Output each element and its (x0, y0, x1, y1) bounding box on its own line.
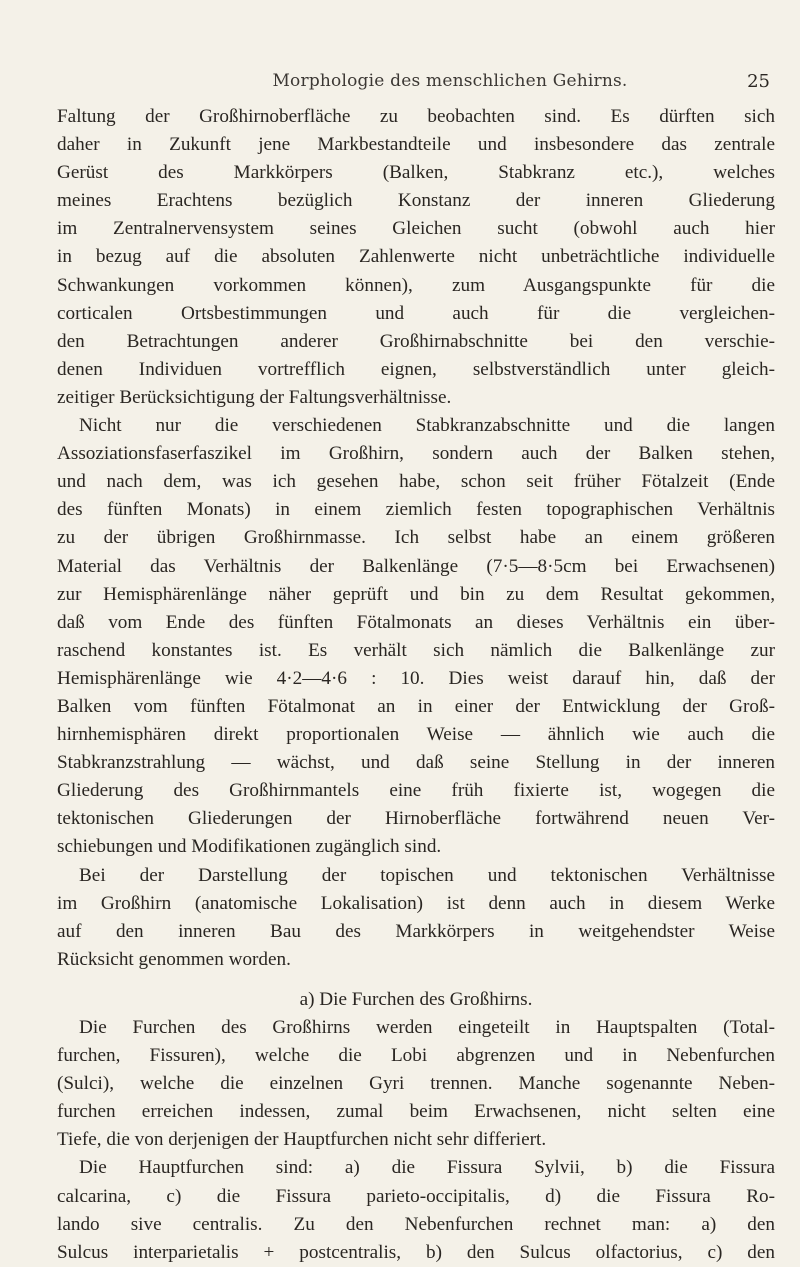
text-line: des fünften Monats) in einem ziemlich festen topographischen Verhältnis (57, 499, 775, 521)
text-line: lando sive centralis. Zu den Nebenfurchen rechnet man: a) den (57, 1213, 775, 1235)
text-line: hirnhemisphären direkt proportionalen Weise — ähnlich wie auch die (57, 724, 775, 746)
text-line: tektonischen Gliederungen der Hirnoberfläche fortwährend neuen Ver- (57, 808, 775, 830)
running-title: Morphologie des menschlichen Gehirns. (272, 71, 628, 91)
text-line: calcarina, c) die Fissura parieto-occipitalis, d) die Fissura Ro- (57, 1185, 775, 1207)
text-line: zur Hemisphärenlänge näher geprüft und bin zu dem Resultat gekommen, (57, 583, 775, 605)
text-line: im Großhirn (anatomische Lokalisation) ist denn auch in diesem Werke (57, 892, 775, 914)
text-line: Material das Verhältnis der Balkenlänge (7·5—8·5cm bei Erwachsenen) (57, 555, 775, 577)
text-line: Nicht nur die verschiedenen Stabkranzabschnitte und die langen (79, 415, 775, 437)
text-line: furchen, Fissuren), welche die Lobi abgrenzen und in Nebenfurchen (57, 1045, 775, 1067)
text-line: Die Hauptfurchen sind: a) die Fissura Sylvii, b) die Fissura (79, 1157, 775, 1179)
text-line: und nach dem, was ich gesehen habe, schon seit früher Fötalzeit (Ende (57, 471, 775, 493)
page-number: 25 (747, 71, 770, 92)
text-line: den Betrachtungen anderer Großhirnabschnitte bei den verschie- (57, 330, 775, 352)
text-line: Faltung der Großhirnoberfläche zu beobachten sind. Es dürften sich (57, 106, 775, 127)
text-line: Hemisphärenlänge wie 4·2—4·6 : 10. Dies weist darauf hin, daß der (57, 667, 775, 689)
text-line: im Zentralnervensystem seines Gleichen sucht (obwohl auch hier (57, 218, 775, 240)
text-line: daher in Zukunft jene Markbestandteile und insbesondere das zentrale (57, 134, 775, 156)
text-line: daß vom Ende des fünften Fötalmonats an dieses Verhältnis ein über- (57, 611, 775, 633)
text-line: (Sulci), welche die einzelnen Gyri trennen. Manche sogenannte Neben- (57, 1073, 775, 1095)
text-line: Rücksicht genommen worden. (57, 948, 291, 970)
body-text (57, 103, 775, 1267)
text-line: Gerüst des Markkörpers (Balken, Stabkranz etc.), welches (57, 162, 775, 184)
text-line: Tiefe, die von derjenigen der Hauptfurchen nicht sehr differiert. (57, 1129, 547, 1151)
text-line: auf den inneren Bau des Markkörpers in weitgehendster Weise (57, 920, 775, 942)
text-line: corticalen Ortsbestimmungen und auch für die vergleichen- (57, 302, 775, 324)
text-line: raschend konstantes ist. Es verhält sich nämlich die Balkenlänge zur (57, 639, 775, 661)
text-line: zeitiger Berücksichtigung der Faltungsverhältnisse. (57, 386, 452, 408)
text-line: denen Individuen vortrefflich eignen, selbstverständlich unter gleich- (57, 358, 775, 380)
text-line: Schwankungen vorkommen können), zum Ausgangspunkte für die (57, 274, 775, 296)
text-line: Gliederung des Großhirnmantels eine früh fixierte ist, wogegen die (57, 780, 775, 802)
text-line: furchen erreichen indessen, zumal beim Erwachsenen, nicht selten eine (57, 1101, 775, 1123)
text-line: Stabkranzstrahlung — wächst, und daß seine Stellung in der inneren (57, 752, 775, 774)
running-header (60, 71, 770, 101)
text-line: Bei der Darstellung der topischen und tektonischen Verhältnisse (79, 864, 775, 886)
text-line: Die Furchen des Großhirns werden eingeteilt in Hauptspalten (Total- (79, 1017, 775, 1038)
text-line: meines Erachtens bezüglich Konstanz der inneren Gliederung (57, 190, 775, 212)
text-line: Sulcus interparietalis + postcentralis, b) den Sulcus olfactorius, c) den (57, 1241, 775, 1263)
text-line: zu der übrigen Großhirnmasse. Ich selbst habe an einem größeren (57, 527, 775, 549)
text-line: in bezug auf die absoluten Zahlenwerte nicht unbeträchtliche individuelle (57, 246, 775, 268)
text-line: schiebungen und Modifikationen zugänglich sind. (57, 836, 442, 858)
text-line: Assoziationsfaserfaszikel im Großhirn, sondern auch der Balken stehen, (57, 443, 775, 465)
section-heading: a) Die Furchen des Großhirns. (299, 988, 533, 1010)
text-line: Balken vom fünften Fötalmonat an in einer der Entwicklung der Groß- (57, 695, 775, 717)
